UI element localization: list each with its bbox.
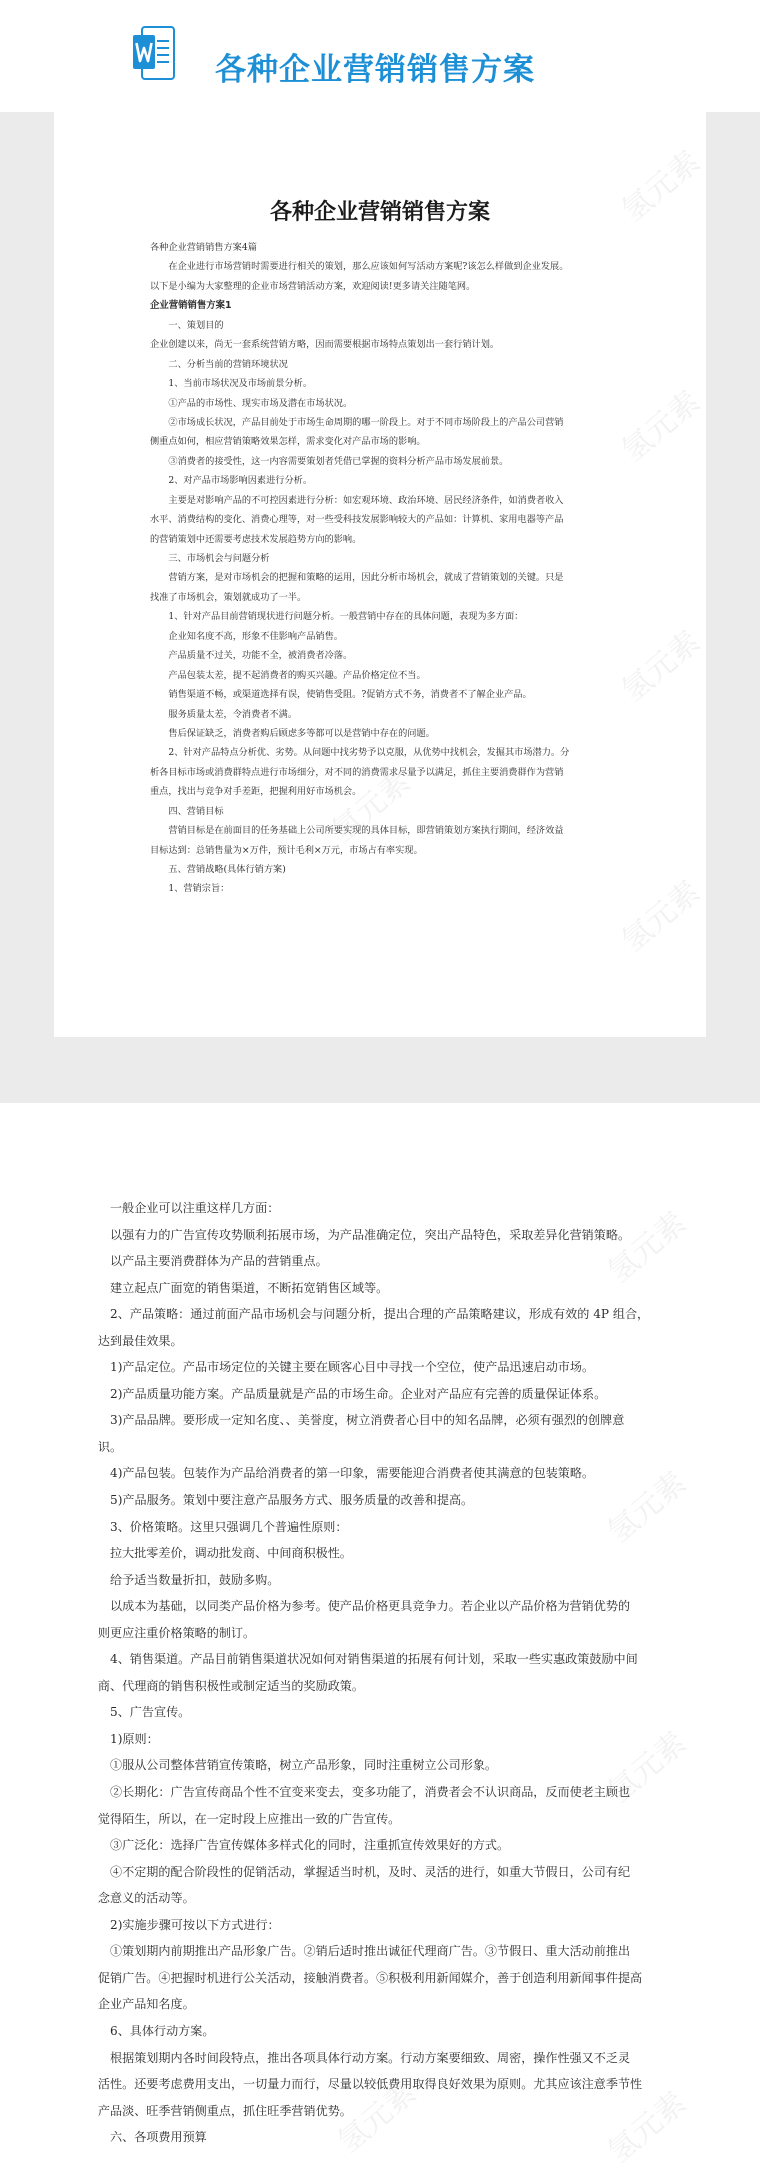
text-line: 各种企业营销销售方案4篇 (150, 242, 257, 253)
text-line: ①策划期内前期推出产品形象广告。②销后适时推出诚征代理商广告。③节假日、重大活动前推出 (110, 1944, 631, 1959)
text-line: 3)产品品牌。要形成一定知名度、、美誉度，树立消费者心目中的知名品牌，必须有强烈的创牌意 (110, 1413, 625, 1428)
text-line: 则更应注重价格策略的制订。 (97, 1625, 256, 1640)
text-line: 一般企业可以注重这样几方面： (110, 1201, 280, 1215)
text-line: 2)实施步骤可按以下方式进行： (110, 1917, 280, 1932)
text-line: 以强有力的广告宣传攻势顺利拓展市场，为产品准确定位，突出产品特色，采取差异化营销策略。 (110, 1227, 631, 1242)
text-line: 根据策划期内各时间段特点，推出各项具体行动方案。行动方案要细致、周密，操作性强又不乏灵 (110, 2050, 631, 2065)
text-line: ②市场成长状况，产品目前处于市场生命周期的哪一阶段上。对于不同市场阶段上的产品公司营销 (168, 416, 564, 428)
text-line: 达到最佳效果。 (97, 1333, 183, 1348)
text-line: 产品包装太差，提不起消费者的购买兴趣。产品价格定位不当。 (168, 669, 426, 681)
text-line: 产品质量不过关，功能不全，被消费者冷落。 (168, 650, 353, 662)
text-line: 1)原则： (110, 1731, 159, 1746)
text-line: 6、具体行动方案。 (110, 2023, 215, 2038)
text-line: 主要是对影响产品的不可控因素进行分析：如宏观环境、政治环境、居民经济条件，如消费者收入 (168, 494, 564, 506)
text-line: 三、市场机会与问题分析 (168, 553, 270, 564)
watermark: 氢元素 (615, 144, 707, 230)
text-line: ②长期化：广告宣传商品个性不宜变来变去，变多功能了，消费者会不认识商品，反而使老主顾也 (110, 1785, 631, 1800)
watermark: 氢元素 (615, 384, 707, 470)
text-line: 4)产品包装。包装作为产品给消费者的第一印象，需要能迎合消费者使其满意的包装策略。 (110, 1466, 595, 1481)
text-line: 1)产品定位。产品市场定位的关键主要在顾客心目中寻找一个空位，使产品迅速启动市场。 (110, 1360, 595, 1375)
watermark: 氢元素 (325, 764, 417, 850)
text-line: 2、对产品市场影响因素进行分析。 (168, 475, 313, 487)
word-document-icon (133, 26, 175, 80)
text-line: 2、产品策略：通过前面产品市场机会与问题分析，提出合理的产品策略建议，形成有效的 4P 组合， (110, 1307, 650, 1322)
text-line: 5、广告宣传。 (110, 1705, 191, 1720)
watermark: 氢元素 (601, 1205, 693, 1291)
document-page-1 (54, 112, 706, 1037)
text-line: 四、营销目标 (168, 805, 224, 817)
text-line: 找准了市场机会，策划就成功了一半。 (150, 591, 307, 603)
text-line: 以成本为基础，以同类产品价格为参考。使产品价格更具竞争力。若企业以产品价格为营销优势的 (110, 1599, 631, 1614)
text-line: 建立起点广面宽的销售渠道，不断拓宽销售区域等。 (110, 1280, 389, 1295)
page-2-body (97, 1195, 670, 2151)
watermark: 氢元素 (331, 2075, 423, 2161)
banner-title: 各种企业营销销售方案 (215, 52, 535, 88)
text-line: 以产品主要消费群体为产品的营销重点。 (110, 1254, 328, 1269)
text-line: ①产品的市场性、现实市场及潜在市场状况。 (168, 397, 353, 409)
watermark: 氢元素 (615, 874, 707, 960)
text-line: 念意义的活动等。 (97, 1891, 195, 1906)
text-line: 企业产品知名度。 (97, 1997, 195, 2012)
text-line: 服务质量太差，令消费者不满。 (168, 708, 298, 720)
text-line: 二、分析当前的营销环境状况 (168, 358, 288, 370)
top-banner (0, 0, 760, 112)
text-line: 2)产品质量功能方案。产品质量就是产品的市场生命。企业对产品应有完善的质量保证体系。 (110, 1386, 607, 1401)
text-line: 水平、消费结构的变化、消费心理等，对一些受科技发展影响较大的产品如：计算机、家用电器等产品 (150, 514, 564, 526)
text-line: 觉得陌生，所以，在一定时段上应推出一致的广告宣传。 (97, 1811, 401, 1826)
text-line: 企业创建以来，尚无一套系统营销方略，因而需要根据市场特点策划出一套行销计划。 (150, 339, 500, 351)
text-line: 营销目标是在前面目的任务基础上公司所要实现的具体目标，即营销策划方案执行期间，经济效益 (168, 825, 564, 837)
watermark: 氢元素 (601, 1465, 693, 1551)
text-line: 2、针对产品特点分析优、劣势。从问题中找劣势予以克服，从优势中找机会，发掘其市场潜力。分 (168, 747, 570, 759)
page-1-body (150, 238, 670, 899)
text-line: 5)产品服务。策划中要注意产品服务方式、服务质量的改善和提高。 (110, 1493, 474, 1508)
text-line: 企业知名度不高，形象不佳影响产品销售。 (168, 630, 343, 642)
text-line: 活性。还要考虑费用支出，一切量力而行，尽量以较低费用取得良好效果为原则。尤其应该注意季节性 (97, 2077, 643, 2092)
watermark: 氢元素 (601, 1725, 693, 1811)
text-line: 以下是小编为大家整理的企业市场营销活动方案，欢迎阅读!更多请关注随笔网。 (150, 280, 476, 292)
text-line: 析各目标市场或消费群特点进行市场细分，对不同的消费需求尽量予以满足，抓住主要消费群作为营销 (150, 766, 564, 778)
text-line: ③广泛化：选择广告宣传媒体多样式化的同时，注重抓宣传效果好的方式。 (110, 1838, 510, 1853)
document-page-2 (0, 1103, 760, 2178)
text-line: 售后保证缺乏，消费者购后顾虑多等都可以是营销中存在的问题。 (168, 727, 435, 739)
watermark: 氢元素 (615, 624, 707, 710)
text-line: 的营销策划中还需要考虑技术发展趋势方向的影响。 (150, 533, 362, 545)
text-line: 促销广告。④把握时机进行公关活动，接触消费者。⑤积极利用新闻媒介，善于创造利用新闻事件提高 (97, 1970, 643, 1985)
text-line: 3、价格策略。这里只强调几个普遍性原则： (110, 1519, 348, 1534)
text-line: 1、当前市场状况及市场前景分析。 (168, 378, 313, 390)
text-line: 六、各项费用预算 (110, 2130, 207, 2145)
text-line: ③消费者的接受性，这一内容需要策划者凭借已掌握的资料分析产品市场发展前景。 (168, 455, 509, 467)
text-line: 识。 (97, 1439, 123, 1454)
watermark: 氢元素 (601, 2085, 693, 2171)
text-line: ④不定期的配合阶段性的促销活动，掌握适当时机，及时、灵活的进行，如重大节假日，公司有纪 (110, 1864, 631, 1879)
text-line: ①服从公司整体营销宣传策略，树立产品形象，同时注重树立公司形象。 (110, 1758, 498, 1773)
text-line: 销售渠道不畅，或渠道选择有误，使销售受阻。?促销方式不务，消费者不了解企业产品。 (168, 689, 532, 701)
text-line: 商、代理商的销售积极性或制定适当的奖励政策。 (97, 1678, 364, 1693)
document-title: 各种企业营销销售方案 (269, 200, 490, 225)
text-line: 侧重点如何，相应营销策略效果怎样，需求变化对产品市场的影响。 (150, 436, 426, 448)
text-line: 目标达到：总销售量为×万件，预计毛利×万元，市场占有率实现。 (150, 844, 423, 856)
text-line: 五、营销战略(具体行销方案) (168, 864, 286, 875)
text-line: 营销方案，是对市场机会的把握和策略的运用，因此分析市场机会，就成了营销策划的关键。只是 (168, 572, 564, 584)
text-line: 在企业进行市场营销时需要进行相关的策划，那么应该如何写活动方案呢?该怎么样做到企业发展。 (168, 261, 569, 273)
text-line: 1、营销宗旨： (168, 883, 230, 895)
text-line: 4、销售渠道。产品目前销售渠道状况如何对销售渠道的拓展有何计划，采取一些实惠政策鼓励中间 (110, 1652, 638, 1667)
text-line: 产品淡、旺季营销侧重点，抓住旺季营销优势。 (97, 2103, 352, 2118)
text-line: 给予适当数量折扣，鼓励多购。 (110, 1572, 280, 1587)
text-line: 一、策划目的 (168, 319, 224, 331)
text-line: 1、针对产品目前营销现状进行问题分析。一般营销中存在的具体问题，表现为多方面： (168, 611, 524, 623)
text-line: 拉大批零差价，调动批发商、中间商积极性。 (110, 1546, 352, 1561)
text-line: 重点，找出与竞争对手差距，把握利用好市场机会。 (150, 786, 362, 798)
text-line: 企业营销销售方案1 (150, 300, 232, 312)
